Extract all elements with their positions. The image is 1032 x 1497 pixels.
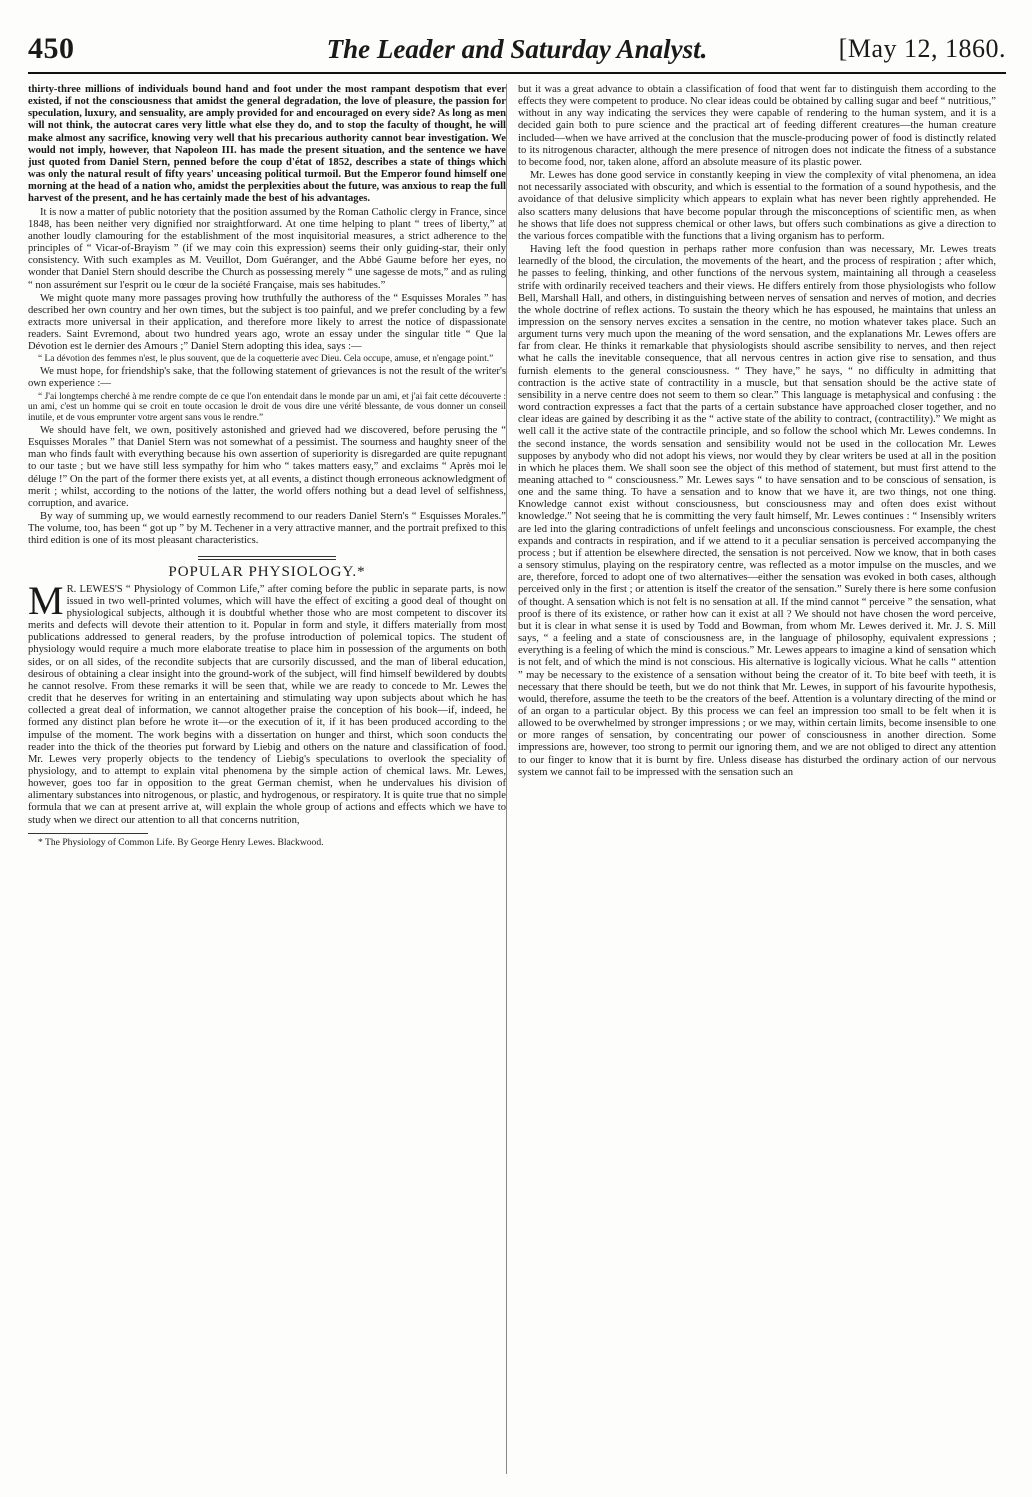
journal-title: The Leader and Saturday Analyst. — [326, 34, 708, 64]
paragraph: but it was a great advance to obtain a classification of food that went far to distinguish them according to the effects they were competent to produce. No clear ideas could be obtained by calling sugar and beef “ nutritious,” without in any way indicating the services they were capable of rendering to the human system, and it is a decided gain both to pure science and the practical art of feeding different creatures—the human creature included—when we have arrived at the conclusion that the muscle-producing power of food is distinctly related to its nitrogenous character, although the mere presence of nitrogen does not indicate the fitness of a substance to become food, nor, taken alone, afford an absolute measure of its plastic power. — [518, 84, 996, 168]
french-quotation: “ J'ai longtemps cherché à me rendre compte de ce que l'on entendait dans le monde par un ami, et j'ai fait cette découverte : un ami, c'est un homme qui se croit en toute occasion le droit de vous dire une vérité blessante, de vous donner un conseil inutile, et de vous emprunter votre argent sans vous le rendre.” — [28, 391, 506, 424]
paragraph: We must hope, for friendship's sake, that the following statement of grievances is not the result of the writer's own experience :— — [28, 366, 506, 390]
paragraph: Mr. Lewes has done good service in constantly keeping in view the complexity of vital phenomena, an idea not necessarily associated with obscurity, and which is essential to the formation of a sound hypothesis, and the avoidance of that delusive simplicity which appears to explain what has never been rightly apprehended. He also scatters many delusions that have become popular through the misconceptions of scientific men, as when he shows that life does not suppress chemical or other laws, but offers such combinations as give a direction to the various forces compatible with the functions that a living organism has to perform. — [518, 170, 996, 242]
review-opening-text: R. LEWES'S “ Physiology of Common Life,” after coming before the public in separate parts, is now issued in two well-printed volumes, which will have the effect of exciting a good deal of thought on physiological subjects, although it is doubtful whether those who are most competent to discover its merits and defects will devote their attention to it. Popular in form and style, it differs materially from most publications addressed to general readers, by the profuse introduction of polemical topics. The student of physiology would require a much more elaborate treatise to place him in possession of the arguments on both sides, or on all sides, of the recondite subjects that are cursorily discussed, and the man of liberal education, desirous of obtaining a clear insight into the ground-work of the subject, will find himself bewildered by doubts he cannot resolve. From these remarks it will be seen that, while we are ready to concede to Mr. Lewes the credit that he deserves for writing in an entertaining and stimulating way upon subjects about which he has collected a great deal of information, we cannot altogether praise the conception of his book—if, indeed, he formed any distinct plan before he wrote it—or the execution of it, if it has been produced according to the impulse of the moment. The work begins with a dissertation on hunger and thirst, which soon conducts the reader into the thick of the theories put forward by Liebig and others on the nature and classification of food. Mr. Lewes very properly objects to the tendency of Liebig's speculations to overlook the speciality of physiology, and to attempt to explain vital phenomena by the simple action of chemical laws. Mr. Lewes, however, goes too far in opposition to the great German chemist, when he undervalues his division of alimentary substances into nitrogenous, or plastic, and hydrogenous, or respiratory. It is quite true that no simple formula that we can at present arrive at, will explain the whole group of actions and effects which we have to study when we direct our attention to all that concerns nutrition, — [28, 583, 506, 826]
section-divider — [198, 556, 336, 560]
footnote: * The Physiology of Common Life. By George Henry Lewes. Blackwood. — [38, 836, 324, 848]
paragraph: It is now a matter of public notoriety that the position assumed by the Roman Catholic clergy in France, since 1848, has been neither very dignified nor straightforward. At one time helping to plant “ trees of liberty,” at another loudly clamouring for the establishment of the most inquisitorial measures, a strict adherence to the principles of “ Vicar-of-Brayism ” (if we may coin this expression) seems their only guiding-star, their only consistency. With such examples as M. Veuillot, Dom Guéranger, and the Abbé Gaume before her eyes, no wonder that Daniel Stern should describe the Church as possessing merely “ une sagesse de mots,” and as ruling “ non assurément sur l'esprit ou le cœur de la société Française, mais ses habitudes.” — [28, 206, 506, 291]
footnote-divider — [28, 833, 148, 834]
left-column — [28, 84, 506, 1480]
page-header — [28, 28, 1006, 74]
paragraph: We should have felt, we own, positively astonished and grieved had we discovered, before perusing the “ Esquisses Morales ” that Daniel Stern was not somewhat of a pessimist. The sourness and haughty sneer of the man who finds fault with everything because his own assertion of superiority is disregarded are quite repugnant to our taste ; but we have still less sympathy for him who “ takes matters easy,” and exclaims “ Après moi le déluge !” On the part of the former there exists yet, at all events, a distinct though erroneous acknowledgment of merit ; whilst, according to the notions of the latter, the world offers nothing but a dead level of selfishness, corruption, and avarice. — [28, 424, 506, 509]
paragraph: By way of summing up, we would earnestly recommend to our readers Daniel Stern's “ Esquisses Morales.” The volume, too, has been “ got up ” by M. Techener in a very attractive manner, and the portrait prefixed to this third edition is one of its most pleasant characteristics. — [28, 511, 506, 547]
section-title: POPULAR PHYSIOLOGY.* — [168, 563, 366, 580]
issue-date: [May 12, 1860. — [838, 34, 1006, 63]
paragraph: Having left the food question in perhaps rather more confusion than was necessary, Mr. Lewes treats learnedly of the blood, the circulation, the movements of the heart, and the process of respiration ; after which, he passes to feeling, thinking, and other functions of the nervous system, maintaining all through a ceaseless strife with ordinarily received teachers and their views. He differs entirely from those physiologists who follow Bell, Marshall Hall, and others, in distinguishing between nerves of sensation and nerves of motion, and decries the whole doctrine of reflex actions. To sustain the theory which he has espoused, he maintains that unless an impression on the sensory nerves excites a sensation in the centre, no motion whatever takes place. Such an argument turns very much upon the meaning of the word sensation, and the explanations Mr. Lewes offers are far from clear. He thinks it remarkable that physiologists should ascribe sensibility to nerves, and then reject what he calls the inevitable consequence, that all nervous centres in action give rise to sensation, and thus furnish elements to the general consciousness. “ They have,” he says, “ no difficulty in admitting that contraction is the active state of contractility in a muscle, but that sensation should be the active state of sensibility in a nerve centre does not seem to them so clear.” This language is metaphysical and confusing : the word contraction expresses a fact that the parts of a certain substance have approached closer together, and no clear ideas are gained by describing it as the “ active state of the ability to contract, (contractility).” We might as well call it the active state of the contractile principle, and so follow the school which Mr. Lewes condemns. In the second instance, the words sensation and sensibility would not be used in the collocation Mr. Lewes supposes by anybody who did not adopt his views, nor would they by clear writers be used at all in the position in which he places them. We shall soon see the object of this method of statement, but must first attend to the meaning attached to “ consciousness.” Mr. Lewes says “ to have sensation and to be conscious of sensation, is one and the same thing. To have a sensation and to know that we have it, are two things, not one thing. Knowledge cannot exist without consciousness, but consciousness may and often does exist without knowledge.” Not seeing that he is committing the very fault himself, Mr. Lewes continues : “ Insensibly writers are led into the glaring contradictions of unfelt feelings and unconscious consciousness. For example, the chest expands and contracts in respiration, and if we attend to it a peculiar sensation is perceived accompanying the process ; but if attention be elsewhere directed, the sensation is not perceived. Now we know, that in both cases a sensory stimulus, playing on the respiratory centre, was reflected as a motor impulse on the muscles, and we are, therefore, forced to adopt one of two alternatives—either the sensation was evoked in both cases, although perceived only in the first ; or attention is itself the creator of the sensation.” Surely there is here some confusion of thought. A sensation which is not felt is no sensation at all. If the mind cannot “ perceive ” the sensation, what proof is there of its existence, or rather how can it exist at all ? We should not have chosen the word perceive, but it is clear in what sense it is used by Todd and Bowman, from whom Mr. Lewes derived it. Mr. J. S. Mill says, “ a feeling and a state of consciousness are, in the language of philosophy, equivalent expressions ; everything is a feeling of which the mind is conscious.” Mr. Lewes appears to imagine a kind of sensation which is not felt, and of which the mind is not conscious. His alternative is logically vicious. What he calls “ attention ” may be necessary to the existence of a sensation without being the creator of it. To bite beef with teeth, it is necessary that there should be teeth, but we do not think that Mr. Lewes, in support of his favourite hypothesis, would, therefore, assume the teeth to be the creators of the beef. Attention is a voluntary directing of the mind or of an organ to a particular object. By this process we can feel an impression too small to be felt when it is allowed to be overwhelmed by stronger impressions ; or we may, within certain limits, become insensible to one or more ranges of sensation, by concentrating our power of consciousness in another direction. Some impressions are, however, too strong to permit our ignoring them, and we are not obliged to direct any attention to our finger to know that it is burnt by fire. Unless disease has disturbed the ordinary action of our nervous system we cannot fail to be impressed with the sensation such an — [518, 244, 996, 778]
right-column — [518, 84, 996, 1480]
page-number: 450 — [28, 32, 75, 65]
paragraph: We might quote many more passages proving how truthfully the authoress of the “ Esquisses Morales ” has described her own country and her own times, but the subject is too painful, and we prefer concluding by a few extracts more universal in their application, and therefore more likely to arrest the notice of dispassionate readers. Saint Evremond, about two hundred years ago, wrote an essay under the singular title “ Que la Dévotion est le dernier des Amours ;” Daniel Stern adopting this idea, says :— — [28, 292, 506, 353]
french-quotation: “ La dévotion des femmes n'est, le plus souvent, que de la coquetterie avec Dieu. Cela occupe, amuse, et n'engage point.” — [38, 354, 494, 365]
column-divider — [506, 84, 507, 1474]
drop-cap: M — [28, 577, 64, 623]
paragraph: thirty-three millions of individuals bound hand and foot under the most rampant despotism that ever existed, if not the consciousness that amidst the general degradation, the love of pleasure, the passion for speculation, luxury, and sensuality, are amply provided for and encouraged on every side? As long as men will not think, the autocrat cares very little what else they do, and to stop the faculty of thought, he will make almost any sacrifice, knowing very well that his precarious authority cannot bear investigation. We would not imply, however, that Napoleon III. has made the present situation, and the sentence we have just quoted from Daniel Stern, penned before the coup d'état of 1852, describes a state of things which was only the natural result of fifty years' unceasing political turmoil. But the Emperor found himself one morning at the head of a nation who, amidst the perplexities about the future, was anxious to reap the full harvest of the present, and he has certainly made the best of his advantages. — [28, 84, 506, 205]
review-opening-paragraph — [28, 577, 506, 827]
